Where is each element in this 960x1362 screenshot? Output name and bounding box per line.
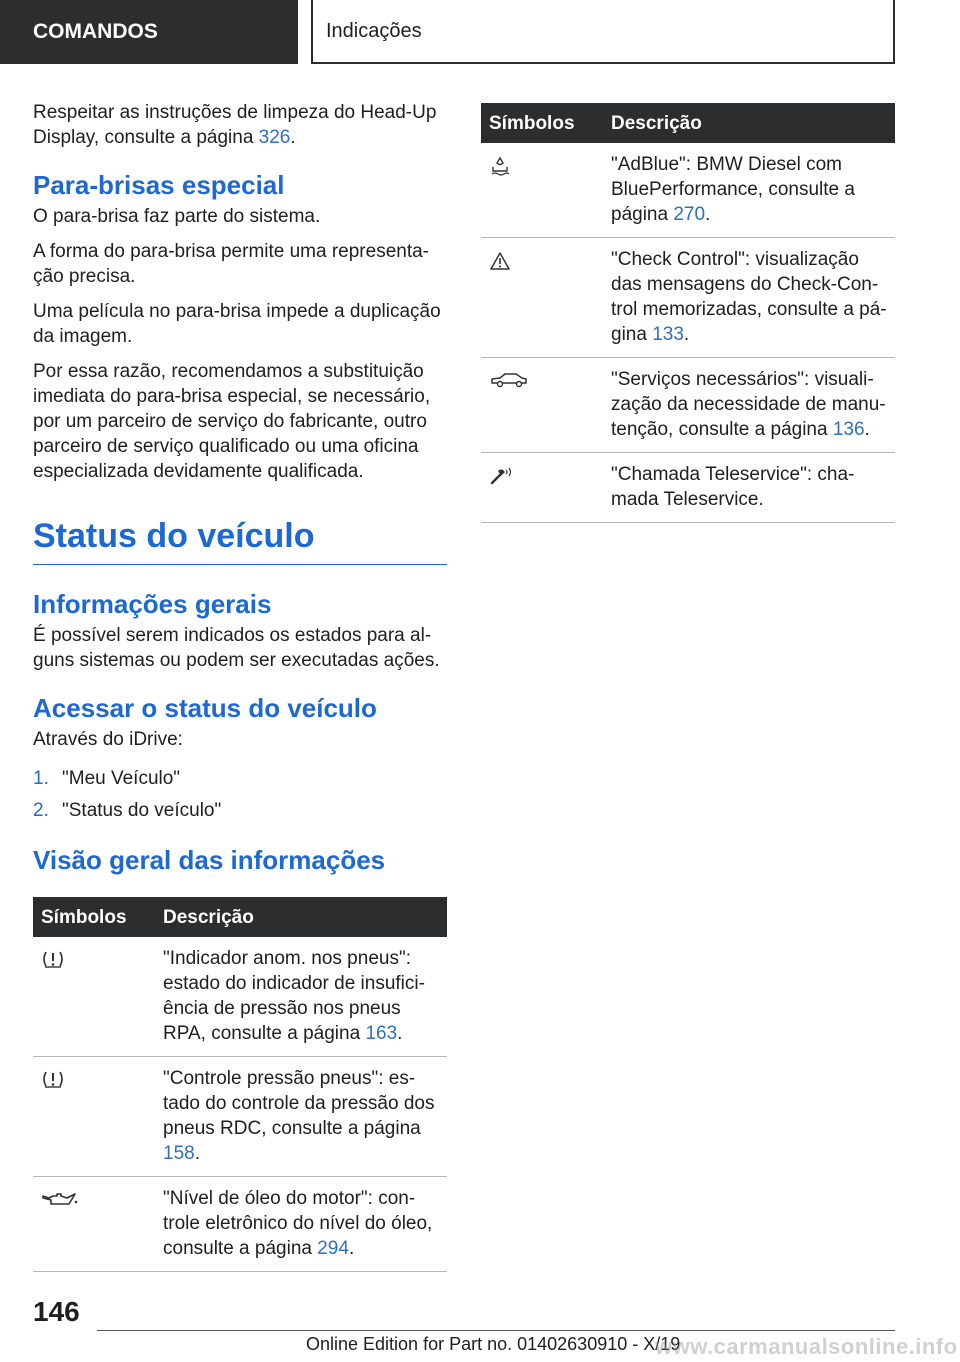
tire-pressure-warning-icon [41, 950, 65, 968]
footer-edition: Online Edition for Part no. 01402630910 - X/19 [306, 1334, 681, 1354]
paragraph-general-info: É possível serem indicados os estados para al-guns sistemas ou podem ser executadas ações. [33, 625, 440, 671]
page-number: 146 [33, 1296, 80, 1327]
symbols-table-right [481, 103, 895, 523]
page-link-158[interactable]: 158 [163, 1143, 195, 1164]
table-row: "Serviços necessários": visuali-zação da necessidade de manu-tenção, consulte a página 136. [481, 358, 895, 453]
heading-general-info: Informações gerais [33, 589, 272, 619]
paragraph-windshield-3: Uma película no para-brisa impede a duplicação da imagem. [33, 301, 441, 347]
intro-paragraph: Respeitar as instruções de limpeza do Head-Up Display, consulte a página 326. [33, 102, 437, 148]
heading-windshield: Para-brisas especial [33, 170, 285, 200]
page-link-294[interactable]: 294 [317, 1238, 349, 1259]
teleservice-wrench-icon [489, 466, 515, 486]
row-description: "Serviços necessários": visuali-zação da necessidade de manu-tenção, consulte a página [611, 369, 886, 440]
row-description: "Check Control": visualização das mensagens do Check-Con-trol memorizadas, consulte a pá-gina [611, 249, 887, 345]
paragraph-windshield-4: Por essa razão, recomendamos a substituição imediata do para-brisa especial, se necessário, por um parceiro de serviço do fabricante, outro parceiro de serviço qualificado ou uma oficina especializada devidamente qualificada. [33, 361, 431, 482]
header-chapter-title: Indicações [326, 19, 422, 42]
row-description: "Indicador anom. nos pneus": estado do indicador de insufici-ência de pressão nos pneus RPA, consulte a página [163, 948, 425, 1044]
table-header-description: Descrição [611, 103, 895, 143]
left-column [33, 100, 447, 1272]
page-link-326[interactable]: 326 [258, 127, 291, 148]
row-description: "Nível de óleo do motor": con-trole eletrônico do nível do óleo, consulte a página [163, 1188, 433, 1259]
header-section-tab [0, 0, 298, 64]
table-row: "Indicador anom. nos pneus": estado do indicador de insufici-ência de pressão nos pneus RPA, consulte a página 163. [33, 937, 447, 1057]
table-row: "AdBlue": BMW Diesel com BluePerformance, consulte a página 270. [481, 143, 895, 238]
watermark: www.carmanualsonline.info [655, 1334, 958, 1359]
table-header-symbols: Símbolos [33, 897, 163, 937]
table-row: "Nível de óleo do motor": con-trole eletrônico do nível do óleo, consulte a página 294. [33, 1177, 447, 1272]
row-description: "AdBlue": BMW Diesel com BluePerformance, consulte a página [611, 154, 855, 225]
table-row: "Controle pressão pneus": es-tado do controle da pressão dos pneus RDC, consulte a página 158. [33, 1057, 447, 1177]
page-link-270[interactable]: 270 [673, 204, 706, 225]
table-header-description: Descrição [163, 897, 447, 937]
header-section-title: COMANDOS [33, 20, 158, 43]
car-service-icon [489, 371, 529, 389]
row-description: "Controle pressão pneus": es-tado do controle da pressão dos pneus RDC, consulte a página [163, 1068, 435, 1139]
paragraph-windshield-2: A forma do para-brisa permite uma representa-ção precisa. [33, 241, 430, 287]
right-column [481, 103, 895, 523]
header-chapter-tab [311, 0, 895, 64]
page-link-163[interactable]: 163 [365, 1023, 398, 1044]
page-link-133[interactable]: 133 [652, 324, 684, 345]
table-row: "Check Control": visualização das mensagens do Check-Con-trol memorizadas, consulte a pá-gina 133. [481, 238, 895, 358]
oil-can-icon [41, 1190, 79, 1208]
step-item: 2. "Status do veículo" [33, 800, 222, 821]
page-link-136[interactable]: 136 [832, 419, 865, 440]
steps-list [33, 766, 447, 823]
step-item: 1. "Meu Veículo" [33, 768, 181, 789]
heading-overview: Visão geral das informações [33, 845, 386, 875]
heading-vehicle-status: Status do veículo [33, 514, 447, 565]
heading-access-status: Acessar o status do veículo [33, 693, 377, 723]
table-row [481, 453, 895, 523]
symbols-table-left [33, 897, 447, 1272]
tire-pressure-warning-icon [41, 1070, 65, 1088]
footer-divider [97, 1330, 895, 1331]
adblue-icon [489, 156, 511, 176]
row-description: "Chamada Teleservice": cha-mada Teleservice. [611, 464, 855, 510]
paragraph-access-status: Através do iDrive: [33, 729, 183, 750]
paragraph-windshield-1: O para-brisa faz parte do sistema. [33, 206, 321, 227]
warning-triangle-icon [489, 251, 511, 271]
table-header-symbols: Símbolos [481, 103, 611, 143]
